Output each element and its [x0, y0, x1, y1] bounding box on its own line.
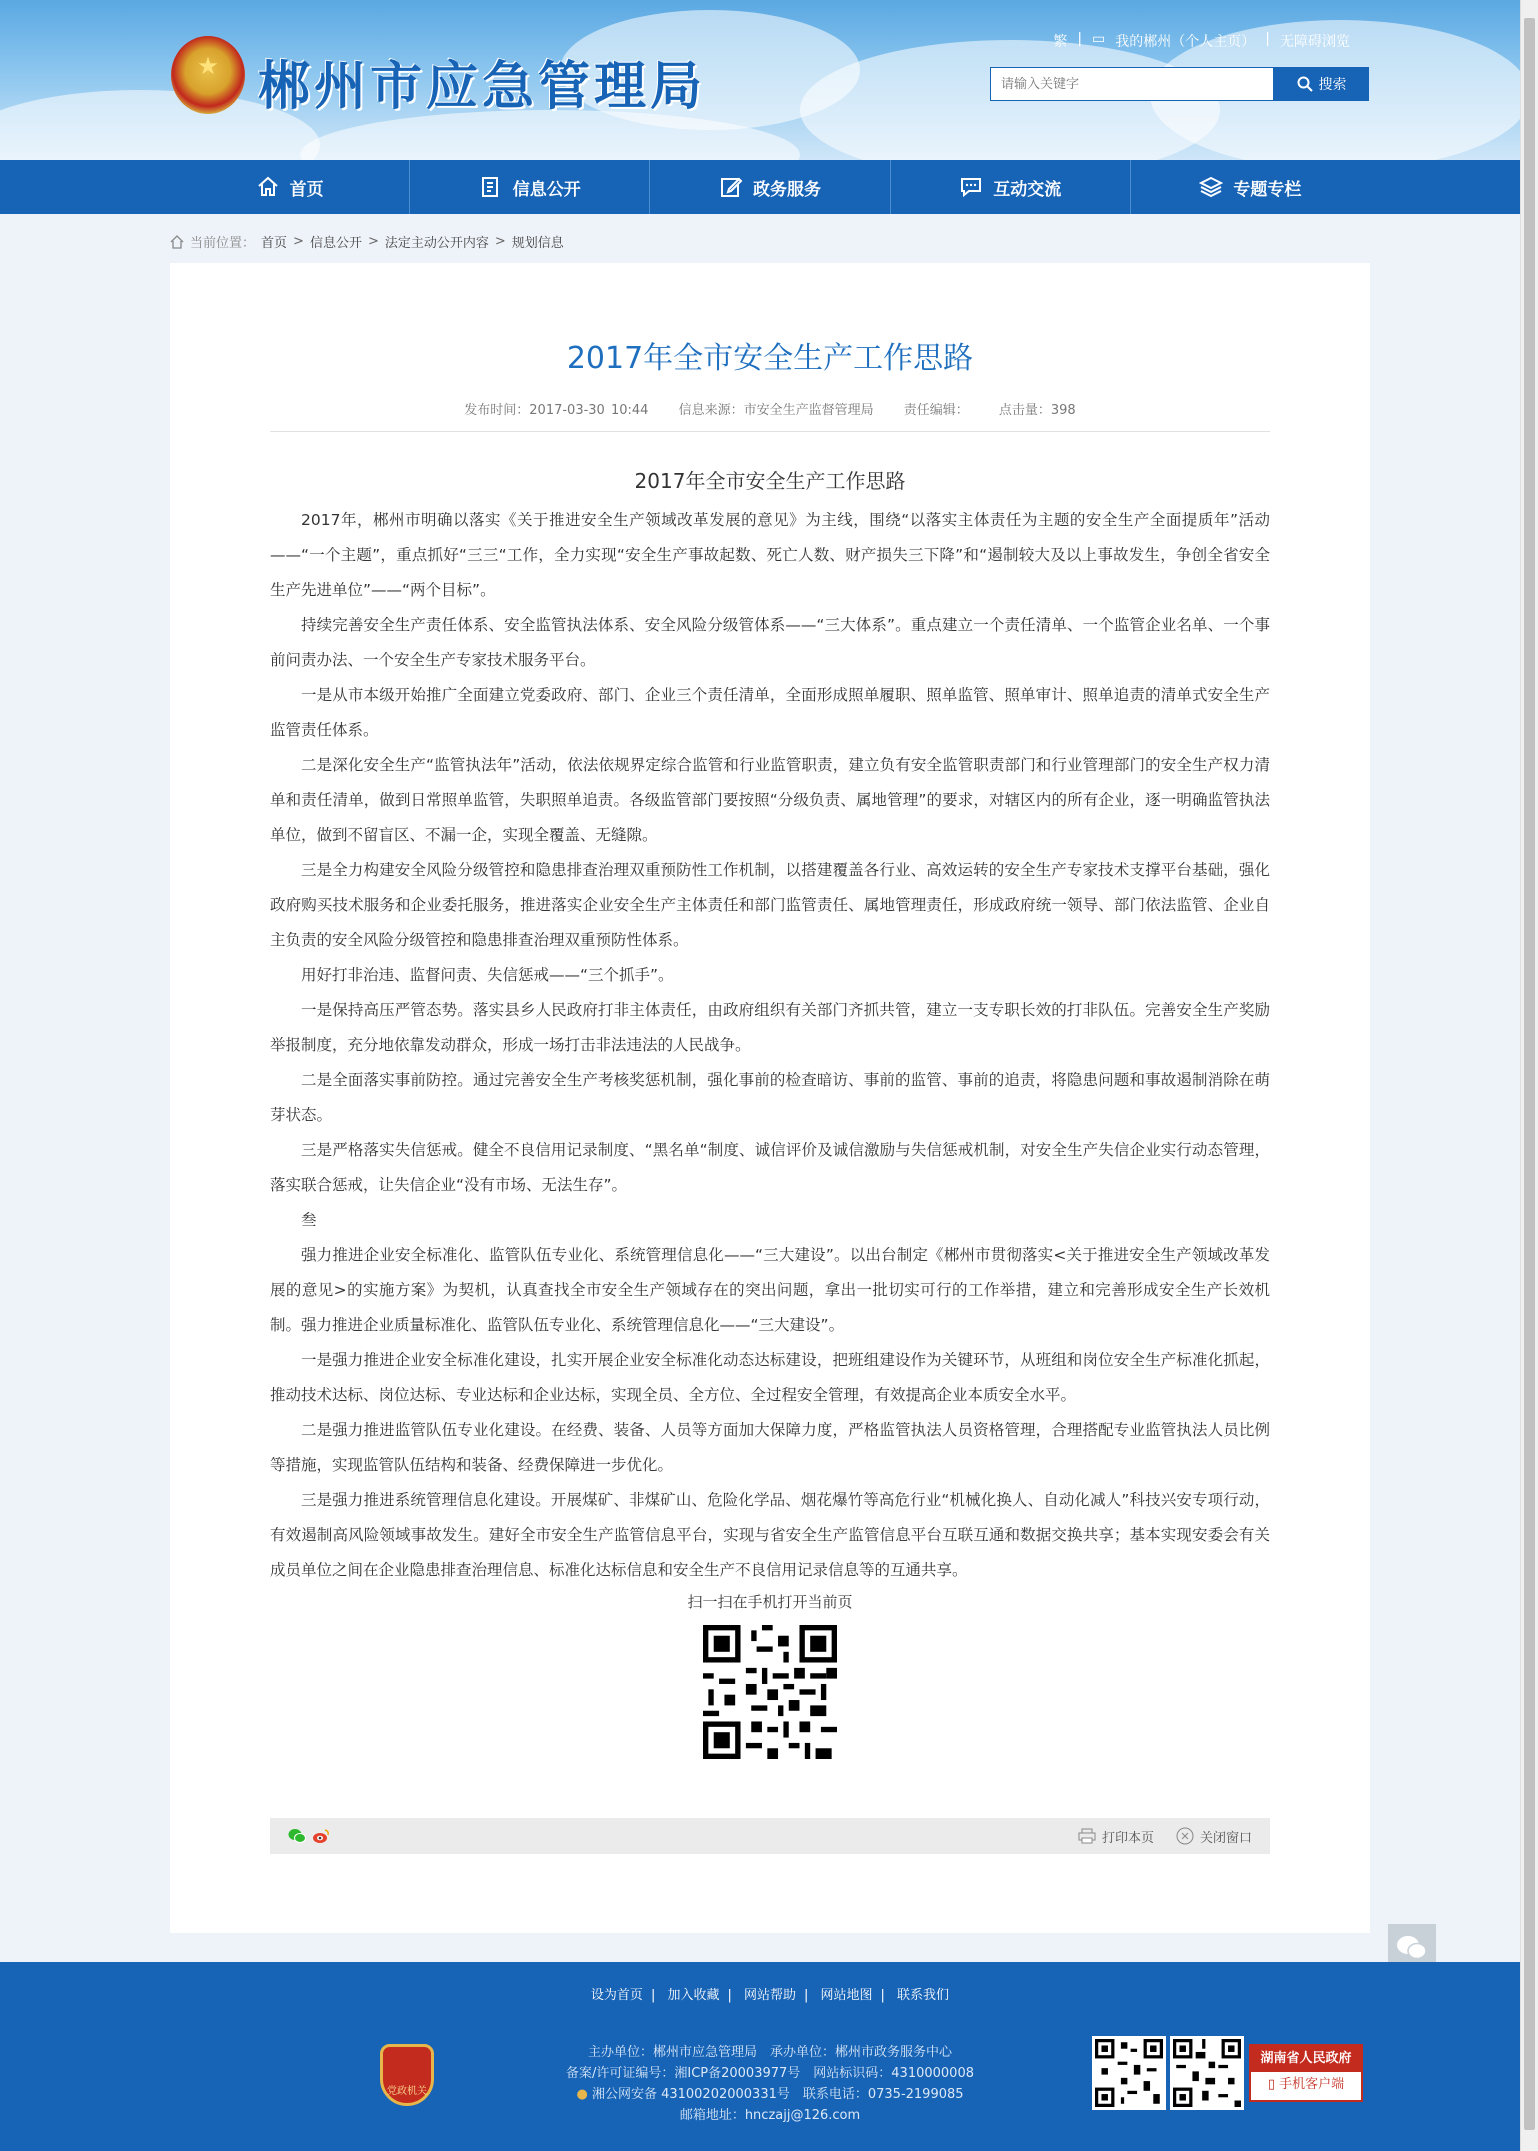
footer-qr-code-2 [1170, 2036, 1244, 2110]
paragraph: 一是从市本级开始推广全面建立党委政府、部门、企业三个责任清单，全面形成照单履职、照单监管、照单审计、照单追责的清单式安全生产监管责任体系。 [270, 686, 1270, 739]
footer-links: 设为首页 | 加入收藏 | 网站帮助 | 网站地图 | 联系我们 [590, 1988, 950, 2003]
footer-link-set-homepage[interactable]: 设为首页 [590, 1988, 643, 2003]
top-links: 繁 | ▭ 我的郴州（个人主页） | 无障碍浏览 [1053, 31, 1350, 50]
paragraph: 二是深化安全生产“监管执法年”活动，依法依规界定综合监管和行业监管职责，建立负有安全监管职责部门和行业管理部门的安全生产权力清单和责任清单，做到日常照单监管，失职照单追责。各级监管部门要按照“分级负责、属地管理”的要求，对辖区内的所有企业，逐一明确监管执法单位，做到不留盲区、不漏一企，实现全覆盖、无缝隙。 [270, 756, 1270, 844]
accessibility-link[interactable]: 无障碍浏览 [1280, 34, 1350, 50]
breadcrumb-statutory-disclosure[interactable]: 法定主动公开内容 [384, 236, 489, 251]
email-info: 邮箱地址：hnczajj@126.com [679, 2108, 861, 2123]
vertical-scrollbar[interactable] [1520, 0, 1538, 2151]
click-count: 点击量：398 [998, 403, 1076, 418]
footer-link-help[interactable]: 网站帮助 [743, 1988, 796, 2003]
share-bar [270, 1818, 1270, 1854]
publish-time: 发布时间：2017-03-30 10:44 [464, 403, 649, 418]
paragraph: 2017年，郴州市明确以落实《关于推进安全生产领域改革发展的意见》为主线，围绕“以落实主体责任为主题的安全生产全面提质年”活动——“一个主题”，重点抓好“三三“工作，全力实现“安全生产事故起数、死亡人数、财产损失三下降”和“遏制较大及以上事故发生，争创全省安全生产先进单位”——“两个目标”。 [270, 511, 1270, 599]
police-badge-icon: ● [576, 2087, 588, 2102]
traditional-chinese-link[interactable]: 繁 [1053, 34, 1068, 50]
nav-special-topics[interactable]: 专题专栏 [1131, 160, 1370, 214]
article-body [270, 463, 1270, 1588]
footer-info [500, 2042, 1040, 2126]
sponsor-info: 主办单位：郴州市应急管理局 承办单位：郴州市政务服务中心 [587, 2045, 952, 2060]
search-icon [1297, 76, 1313, 92]
mobile-icon: ▯ [1267, 2077, 1275, 2092]
paragraph: 三是严格落实失信惩戒。健全不良信用记录制度、“黑名单“制度、诚信评价及诚信激励与失信惩戒机制，对安全生产失信企业实行动态管理，落实联合惩戒，让失信企业“没有市场、无法生存”。 [270, 1141, 1270, 1194]
monitor-icon: ▭ [1092, 31, 1106, 47]
national-emblem-icon: ★ [171, 36, 245, 114]
wechat-icon[interactable] [288, 1828, 306, 1844]
my-chenzhou-link[interactable]: 我的郴州（个人主页） [1115, 34, 1256, 50]
scrollbar-thumb[interactable] [1524, 18, 1535, 2130]
wechat-icon [1396, 1934, 1428, 1962]
paragraph: 二是全面落实事前防控。通过完善安全生产考核奖惩机制，强化事前的检查暗访、事前的监管、事前的追责，将隐患问题和事故遏制消除在萌芽状态。 [270, 1071, 1270, 1124]
main-nav [0, 160, 1520, 214]
paragraph: 叁 [301, 1211, 317, 1229]
footer-link-add-favorite[interactable]: 加入收藏 [667, 1988, 720, 2003]
article-card [170, 263, 1370, 1933]
breadcrumb: 当前位置： 首页 > 信息公开 > 法定主动公开内容 > 规划信息 [170, 232, 564, 251]
nav-home[interactable]: 首页 [170, 160, 410, 214]
chat-icon [959, 175, 983, 199]
paragraph: 用好打非治违、监督问责、失信惩戒——“三个抓手”。 [301, 966, 674, 984]
footer-qr-code-1 [1092, 2036, 1166, 2110]
party-government-badge[interactable]: 党政机关 [380, 2044, 434, 2106]
qr-caption: 扫一扫在手机打开当前页 [687, 1593, 853, 1611]
site-title[interactable]: 郴州市应急管理局 [258, 57, 707, 117]
nav-government-services[interactable]: 政务服务 [650, 160, 890, 214]
search-input[interactable] [991, 68, 1273, 100]
search-box [990, 67, 1274, 101]
search-button[interactable]: 搜索 [1274, 67, 1369, 101]
printer-icon [1078, 1828, 1096, 1844]
site-header [0, 0, 1520, 160]
paragraph: 一是保持高压严管态势。落实县乡人民政府打非主体责任，由政府组织有关部门齐抓共管，建立一支专职长效的打非队伍。完善安全生产奖励举报制度，充分地依靠发动群众，形成一场打击非法违法的人民战争。 [270, 1001, 1270, 1054]
paragraph: 三是全力构建安全风险分级管控和隐患排查治理双重预防性工作机制，以搭建覆盖各行业、高效运转的安全生产专家技术支撑平台基础，强化政府购买技术服务和企业委托服务，推进落实企业安全生产主体责任和部门监管责任、属地管理责任，形成政府统一领导、部门依法监管、企业自主负责的安全风险分级管控和隐患排查治理双重预防性体系。 [270, 861, 1270, 949]
nav-interaction[interactable]: 互动交流 [891, 160, 1131, 214]
footer-link-sitemap[interactable]: 网站地图 [820, 1988, 873, 2003]
paragraph: 三是强力推进系统管理信息化建设。开展煤矿、非煤矿山、危险化学品、烟花爆竹等高危行业“机械化换人、自动化减人”科技兴安专项行动，有效遏制高风险领域事故发生。建好全市安全生产监管信息平台，实现与省安全生产监管信息平台互联互通和数据交换共享；基本实现安委会有关成员单位之间在企业隐患排查治理信息、标准化达标信息和安全生产不良信用记录信息等的互通共享。 [270, 1491, 1270, 1579]
paragraph: 二是强力推进监管队伍专业化建设。在经费、装备、人员等方面加大保障力度，严格监管执法人员资格管理，合理搭配专业监管执法人员比例等措施，实现监管队伍结构和装备、经费保障进一步优化。 [270, 1421, 1270, 1474]
close-icon [1176, 1827, 1194, 1845]
footer-link-contact[interactable]: 联系我们 [897, 1988, 950, 2003]
hunan-gov-app-badge[interactable]: 湖南省人民政府 ▯ 手机客户端 [1249, 2044, 1363, 2102]
responsible-editor: 责任编辑： [903, 403, 969, 418]
document-icon [479, 175, 503, 199]
layers-icon [1199, 175, 1223, 199]
article-meta [170, 399, 1370, 418]
print-page-button[interactable]: 打印本页 [1078, 1827, 1154, 1846]
paragraph: 强力推进企业安全标准化、监管队伍专业化、系统管理信息化——“三大建设”。以出台制定《郴州市贯彻落实<关于推进安全生产领域改革发展的意见>的实施方案》为契机，认真查找全市安全生产领域存在的突出问题，拿出一批切实可行的工作举措，建立和完善形成安全生产长效机制。强力推进企业质量标准化、监管队伍专业化、系统管理信息化——“三大建设”。 [270, 1246, 1270, 1334]
article-subtitle: 2017年全市安全生产工作思路 [634, 469, 906, 493]
article-title: 2017年全市安全生产工作思路 [566, 341, 974, 376]
paragraph: 持续完善安全生产责任体系、安全监管执法体系、安全风险分级管体系——“三大体系”。重点建立一个责任清单、一个监管企业名单、一个事前问责办法、一个安全生产专家技术服务平台。 [270, 616, 1270, 669]
breadcrumb-planning-info[interactable]: 规划信息 [511, 236, 564, 251]
nav-info-disclosure[interactable]: 信息公开 [410, 160, 650, 214]
info-source: 信息来源：市安全生产监督管理局 [678, 403, 874, 418]
home-icon [256, 175, 280, 199]
breadcrumb-prefix: 当前位置： [190, 236, 256, 251]
site-footer [0, 1962, 1520, 2151]
weibo-icon[interactable] [312, 1828, 330, 1844]
breadcrumb-info-disclosure[interactable]: 信息公开 [309, 236, 362, 251]
title-divider [270, 431, 1270, 432]
page-qr-code [703, 1625, 837, 1759]
icp-info: 备案/许可证编号：湘ICP备20003977号 网站标识码：4310000008 [565, 2066, 974, 2081]
breadcrumb-home[interactable]: 首页 [261, 236, 288, 251]
paragraph: 一是强力推进企业安全标准化建设，扎实开展企业安全标准化动态达标建设，把班组建设作为关键环节，从班组和岗位安全生产标准化抓起，推动技术达标、岗位达标、专业达标和企业达标，实现全员、全方位、全过程安全管理，有效提高企业本质安全水平。 [270, 1351, 1270, 1404]
edit-icon [719, 175, 743, 199]
police-record-info: ● 湘公网安备 43100202000331号 联系电话：0735-2199085 [576, 2087, 964, 2102]
home-icon [170, 235, 184, 249]
close-window-button[interactable]: 关闭窗口 [1176, 1827, 1252, 1846]
